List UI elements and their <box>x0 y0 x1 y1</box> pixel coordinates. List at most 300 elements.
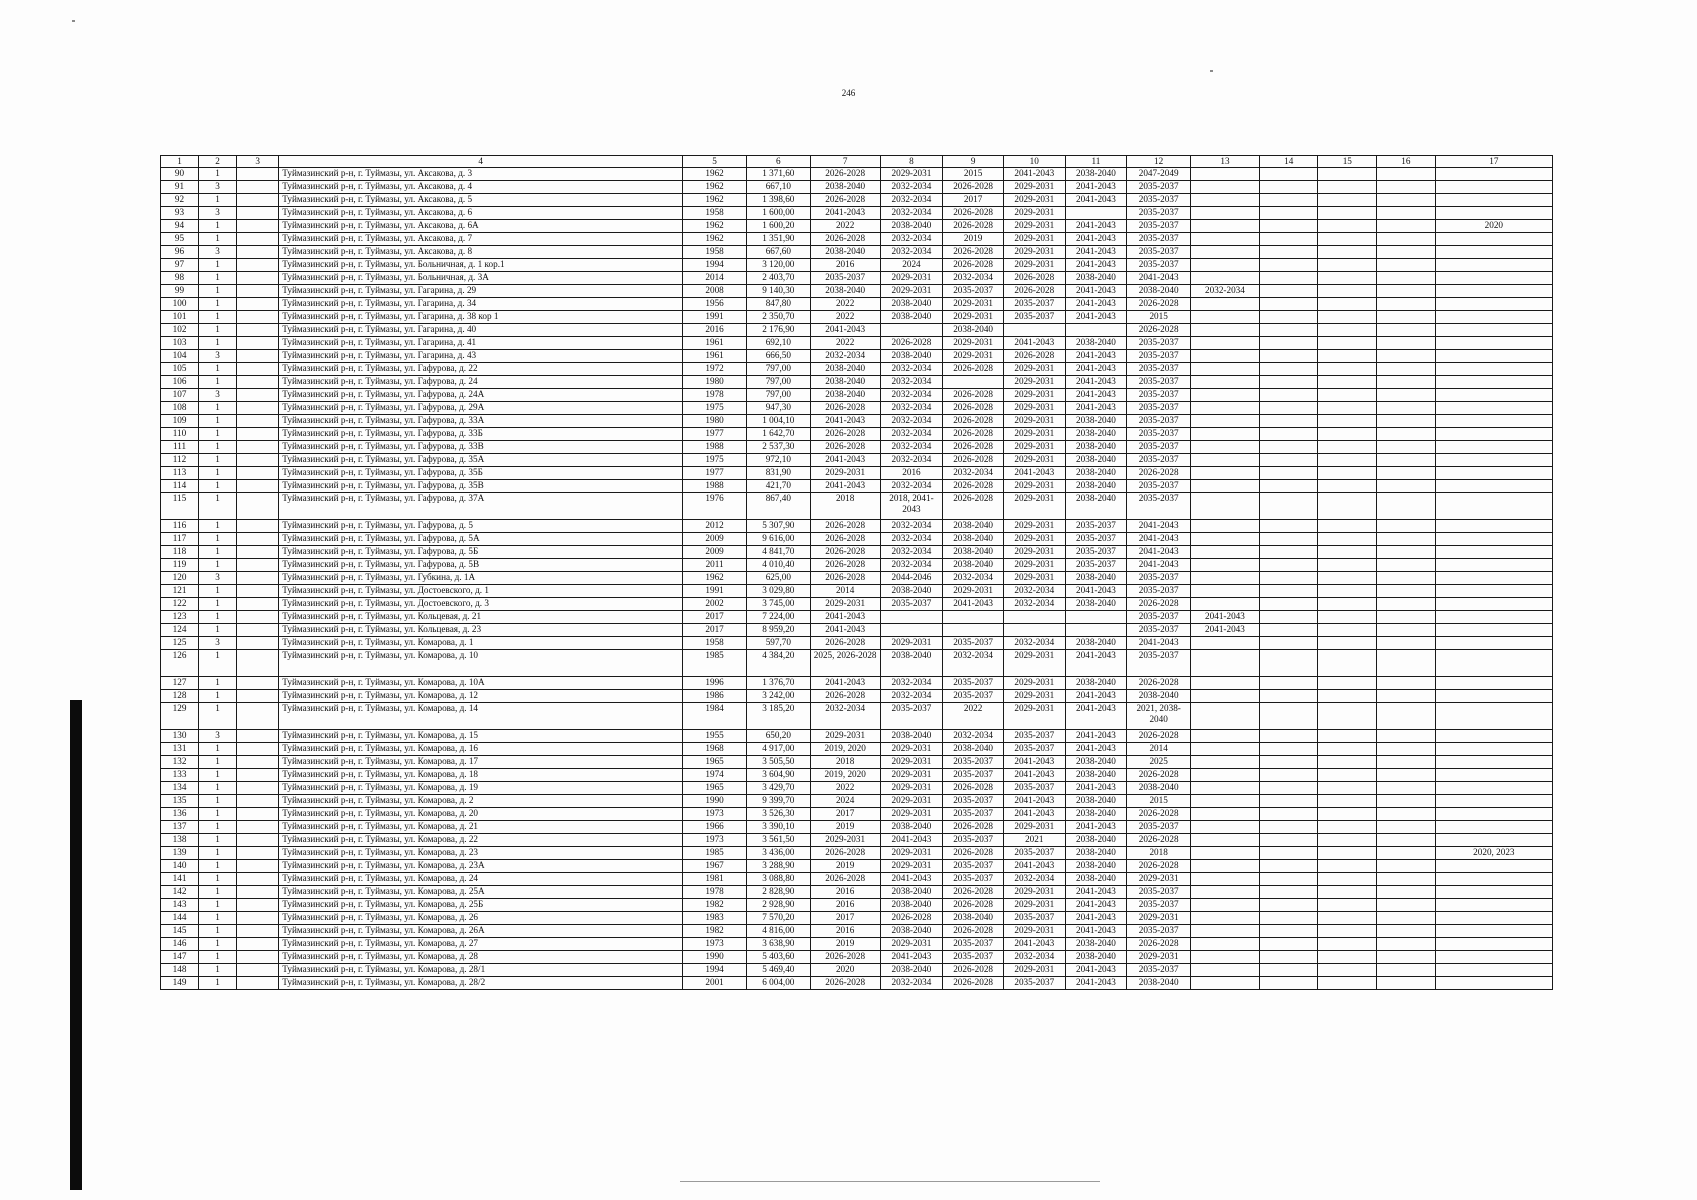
table-cell: 2032-2034 <box>810 703 880 730</box>
table-cell <box>1191 938 1260 951</box>
table-cell: 2041-2043 <box>1065 690 1127 703</box>
table-cell <box>237 441 279 454</box>
table-cell: 1 <box>199 964 237 977</box>
table-cell: 2019, 2020 <box>810 743 880 756</box>
table-cell <box>237 363 279 376</box>
table-cell <box>1191 454 1260 467</box>
table-cell: 9 616,00 <box>746 533 810 546</box>
table-cell: 1 <box>199 624 237 637</box>
table-cell: 1 <box>199 650 237 677</box>
table-cell: 2038-2040 <box>1065 480 1127 493</box>
table-cell: 2 403,70 <box>746 272 810 285</box>
table-cell: 1982 <box>683 899 747 912</box>
table-cell: 2029-2031 <box>880 860 943 873</box>
table-cell <box>1191 703 1260 730</box>
table-cell <box>237 899 279 912</box>
table-cell <box>1259 860 1318 873</box>
table-cell: 1965 <box>683 756 747 769</box>
table-cell: 4 841,70 <box>746 546 810 559</box>
table-cell <box>1435 585 1552 598</box>
table-cell: 2038-2040 <box>880 899 943 912</box>
table-cell: 1975 <box>683 402 747 415</box>
table-cell: 2035-2037 <box>1127 428 1191 441</box>
table-cell: 2029-2031 <box>1003 964 1065 977</box>
table-cell: 2041-2043 <box>1065 311 1127 324</box>
table-cell <box>1318 624 1377 637</box>
table-cell <box>1377 860 1436 873</box>
address-cell: Туймазинский р-н, г. Туймазы, ул. Комарова, д. 26А <box>279 925 683 938</box>
table-cell: 1 <box>199 977 237 990</box>
table-row <box>161 860 1553 873</box>
table-cell: 1983 <box>683 912 747 925</box>
table-cell <box>1377 795 1436 808</box>
table-cell <box>237 808 279 821</box>
table-row <box>161 546 1553 559</box>
table-cell <box>237 977 279 990</box>
address-cell: Туймазинский р-н, г. Туймазы, ул. Гафурова, д. 33Б <box>279 428 683 441</box>
table-cell <box>1435 520 1552 533</box>
table-cell <box>1435 376 1552 389</box>
table-cell: 110 <box>161 428 199 441</box>
table-cell <box>1318 769 1377 782</box>
table-cell: 2026-2028 <box>810 520 880 533</box>
table-cell <box>1191 951 1260 964</box>
table-cell: 2026-2028 <box>1003 272 1065 285</box>
table-cell: 1 <box>199 782 237 795</box>
table-cell: 2029-2031 <box>880 272 943 285</box>
table-cell: 1 004,10 <box>746 415 810 428</box>
address-cell: Туймазинский р-н, г. Туймазы, ул. Комарова, д. 25А <box>279 886 683 899</box>
table-row <box>161 454 1553 467</box>
table-cell <box>1377 977 1436 990</box>
table-cell <box>1435 298 1552 311</box>
table-cell: 103 <box>161 337 199 350</box>
table-cell: 2038-2040 <box>1127 690 1191 703</box>
table-cell: 2026-2028 <box>943 847 1004 860</box>
table-cell <box>1435 769 1552 782</box>
table-cell: 3 <box>199 246 237 259</box>
table-cell <box>1377 533 1436 546</box>
address-cell: Туймазинский р-н, г. Туймазы, ул. Комарова, д. 27 <box>279 938 683 951</box>
table-cell: 130 <box>161 730 199 743</box>
table-cell: 2026-2028 <box>810 951 880 964</box>
column-header: 10 <box>1003 156 1065 168</box>
address-cell: Туймазинский р-н, г. Туймазы, ул. Аксакова, д. 6 <box>279 207 683 220</box>
table-cell: 2017 <box>810 808 880 821</box>
table-cell: 1973 <box>683 938 747 951</box>
table-row <box>161 808 1553 821</box>
table-cell: 1962 <box>683 181 747 194</box>
table-cell: 2035-2037 <box>1127 454 1191 467</box>
table-cell <box>1191 520 1260 533</box>
table-cell: 3 <box>199 207 237 220</box>
table-cell <box>1259 886 1318 899</box>
table-cell: 2029-2031 <box>880 285 943 298</box>
table-cell: 2022 <box>810 782 880 795</box>
table-cell: 2041-2043 <box>1003 467 1065 480</box>
table-row <box>161 415 1553 428</box>
table-cell <box>1003 624 1065 637</box>
table-cell: 2038-2040 <box>880 650 943 677</box>
table-cell: 2038-2040 <box>943 559 1004 572</box>
table-cell: 2041-2043 <box>880 834 943 847</box>
table-cell <box>1259 899 1318 912</box>
table-cell: 1 398,60 <box>746 194 810 207</box>
table-cell: 2032-2034 <box>880 480 943 493</box>
table-cell <box>1318 912 1377 925</box>
table-cell: 2029-2031 <box>880 743 943 756</box>
column-header: 15 <box>1318 156 1377 168</box>
table-cell <box>1377 690 1436 703</box>
table-cell: 2019 <box>943 233 1004 246</box>
table-cell: 121 <box>161 585 199 598</box>
table-cell: 2029-2031 <box>1003 246 1065 259</box>
table-cell: 1 <box>199 233 237 246</box>
table-row <box>161 611 1553 624</box>
table-cell: 92 <box>161 194 199 207</box>
table-row <box>161 572 1553 585</box>
table-cell: 4 917,00 <box>746 743 810 756</box>
table-cell <box>237 951 279 964</box>
table-cell: 2029-2031 <box>1003 572 1065 585</box>
table-cell: 2035-2037 <box>1127 194 1191 207</box>
table-cell: 2035-2037 <box>1127 585 1191 598</box>
table-cell: 2038-2040 <box>1065 795 1127 808</box>
table-cell: 1978 <box>683 389 747 402</box>
table-cell <box>1377 964 1436 977</box>
table-cell: 2041-2043 <box>1127 637 1191 650</box>
table-cell: 2035-2037 <box>1127 480 1191 493</box>
address-cell: Туймазинский р-н, г. Туймазы, ул. Комарова, д. 10 <box>279 650 683 677</box>
table-cell <box>1259 454 1318 467</box>
table-cell: 128 <box>161 690 199 703</box>
address-cell: Туймазинский р-н, г. Туймазы, ул. Комарова, д. 23 <box>279 847 683 860</box>
table-cell: 2035-2037 <box>1127 389 1191 402</box>
table-cell <box>1377 572 1436 585</box>
table-cell <box>1435 899 1552 912</box>
column-header: 7 <box>810 156 880 168</box>
table-cell: 2014 <box>683 272 747 285</box>
table-cell: 1996 <box>683 677 747 690</box>
table-cell: 2035-2037 <box>943 637 1004 650</box>
table-cell <box>1259 168 1318 181</box>
table-cell <box>1377 677 1436 690</box>
table-cell: 2029-2031 <box>1003 480 1065 493</box>
table-cell <box>1259 650 1318 677</box>
table-cell <box>1259 977 1318 990</box>
table-cell <box>1259 834 1318 847</box>
table-cell: 1 <box>199 220 237 233</box>
address-cell: Туймазинский р-н, г. Туймазы, ул. Гагарина, д. 43 <box>279 350 683 363</box>
table-cell: 2029-2031 <box>1003 650 1065 677</box>
table-cell <box>1435 259 1552 272</box>
address-cell: Туймазинский р-н, г. Туймазы, ул. Гафурова, д. 35А <box>279 454 683 467</box>
table-cell: 1 <box>199 951 237 964</box>
table-cell <box>1191 899 1260 912</box>
table-cell: 2035-2037 <box>943 860 1004 873</box>
table-cell: 2032-2034 <box>880 402 943 415</box>
table-cell: 2035-2037 <box>1127 925 1191 938</box>
table-cell: 3 604,90 <box>746 769 810 782</box>
table-cell: 2015 <box>1127 311 1191 324</box>
table-cell <box>1259 246 1318 259</box>
table-cell: 1 <box>199 337 237 350</box>
table-cell <box>1259 572 1318 585</box>
table-cell <box>1191 677 1260 690</box>
table-cell <box>237 402 279 415</box>
table-cell: 2041-2043 <box>1065 899 1127 912</box>
table-cell: 2041-2043 <box>1065 821 1127 834</box>
table-cell: 1 <box>199 847 237 860</box>
table-cell <box>1259 703 1318 730</box>
table-cell: 2015 <box>1127 795 1191 808</box>
table-cell: 2026-2028 <box>880 337 943 350</box>
table-cell <box>1259 585 1318 598</box>
table-cell: 2038-2040 <box>943 324 1004 337</box>
table-cell <box>1377 233 1436 246</box>
table-cell <box>1259 690 1318 703</box>
table-cell <box>1191 873 1260 886</box>
table-cell <box>1191 402 1260 415</box>
table-cell: 1 <box>199 259 237 272</box>
table-cell <box>1191 964 1260 977</box>
table-cell: 2041-2043 <box>1065 220 1127 233</box>
table-cell: 2032-2034 <box>880 559 943 572</box>
table-cell <box>1191 441 1260 454</box>
table-cell <box>1435 964 1552 977</box>
table-cell: 2029-2031 <box>880 168 943 181</box>
table-cell <box>1191 311 1260 324</box>
table-cell <box>1377 546 1436 559</box>
table-cell: 5 469,40 <box>746 964 810 977</box>
table-cell: 1 <box>199 834 237 847</box>
table-cell: 136 <box>161 808 199 821</box>
table-cell: 2038-2040 <box>1127 782 1191 795</box>
table-cell: 148 <box>161 964 199 977</box>
table-cell: 2038-2040 <box>943 546 1004 559</box>
table-cell: 147 <box>161 951 199 964</box>
table-cell <box>1191 860 1260 873</box>
table-cell <box>1377 847 1436 860</box>
table-cell <box>1191 572 1260 585</box>
table-cell: 2038-2040 <box>880 964 943 977</box>
table-cell: 625,00 <box>746 572 810 585</box>
table-row <box>161 585 1553 598</box>
table-cell <box>1191 337 1260 350</box>
table-cell: 2035-2037 <box>1127 207 1191 220</box>
table-cell <box>1318 585 1377 598</box>
table-row <box>161 402 1553 415</box>
table-cell: 2029-2031 <box>943 337 1004 350</box>
table-cell <box>943 611 1004 624</box>
table-cell: 2041-2043 <box>1003 938 1065 951</box>
table-row <box>161 899 1553 912</box>
table-cell <box>1318 533 1377 546</box>
address-cell: Туймазинский р-н, г. Туймазы, ул. Гафурова, д. 33В <box>279 441 683 454</box>
table-cell: 2038-2040 <box>1065 873 1127 886</box>
table-cell <box>1318 376 1377 389</box>
table-cell: 2024 <box>810 795 880 808</box>
table-cell: 114 <box>161 480 199 493</box>
table-cell <box>1377 808 1436 821</box>
table-cell: 2029-2031 <box>943 311 1004 324</box>
table-cell <box>1435 938 1552 951</box>
table-cell <box>1318 756 1377 769</box>
address-cell: Туймазинский р-н, г. Туймазы, ул. Кольцевая, д. 23 <box>279 624 683 637</box>
table-cell <box>1435 233 1552 246</box>
table-cell: 2041-2043 <box>1065 703 1127 730</box>
table-cell: 124 <box>161 624 199 637</box>
table-cell: 3 <box>199 389 237 402</box>
table-cell <box>1191 977 1260 990</box>
table-cell <box>237 611 279 624</box>
table-cell: 2032-2034 <box>1191 285 1260 298</box>
table-cell: 2016 <box>683 324 747 337</box>
table-cell <box>1191 808 1260 821</box>
table-cell: 2029-2031 <box>943 350 1004 363</box>
table-cell: 1967 <box>683 860 747 873</box>
table-cell <box>1191 847 1260 860</box>
table-cell <box>1259 520 1318 533</box>
table-cell <box>1377 441 1436 454</box>
table-cell: 2026-2028 <box>943 259 1004 272</box>
address-cell: Туймазинский р-н, г. Туймазы, ул. Гафурова, д. 5А <box>279 533 683 546</box>
table-cell: 100 <box>161 298 199 311</box>
table-row <box>161 441 1553 454</box>
table-cell: 2032-2034 <box>880 546 943 559</box>
table-cell: 1 600,00 <box>746 207 810 220</box>
table-cell: 1 <box>199 285 237 298</box>
table-cell <box>237 572 279 585</box>
table-cell: 2026-2028 <box>1127 677 1191 690</box>
table-cell: 2026-2028 <box>810 572 880 585</box>
table-cell <box>237 480 279 493</box>
table-cell: 2029-2031 <box>1003 899 1065 912</box>
table-cell <box>1435 246 1552 259</box>
table-cell: 2035-2037 <box>1127 964 1191 977</box>
table-cell: 2041-2043 <box>1127 520 1191 533</box>
table-cell <box>880 324 943 337</box>
table-cell: 692,10 <box>746 337 810 350</box>
table-cell: 2038-2040 <box>880 925 943 938</box>
table-cell: 2038-2040 <box>1065 272 1127 285</box>
table-cell: 2026-2028 <box>943 389 1004 402</box>
table-cell <box>1435 598 1552 611</box>
table-cell: 2041-2043 <box>810 415 880 428</box>
table-cell: 2032-2034 <box>880 233 943 246</box>
table-cell <box>1318 611 1377 624</box>
table-cell <box>1191 493 1260 520</box>
table-cell <box>237 415 279 428</box>
table-cell <box>1318 938 1377 951</box>
table-cell <box>1435 977 1552 990</box>
table-cell <box>237 703 279 730</box>
column-header: 1 <box>161 156 199 168</box>
table-cell <box>1377 650 1436 677</box>
table-cell: 2029-2031 <box>1003 559 1065 572</box>
table-row <box>161 977 1553 990</box>
table-cell: 2011 <box>683 559 747 572</box>
address-cell: Туймазинский р-н, г. Туймазы, ул. Комарова, д. 21 <box>279 821 683 834</box>
table-cell <box>1377 951 1436 964</box>
table-cell: 99 <box>161 285 199 298</box>
table-row <box>161 690 1553 703</box>
address-cell: Туймазинский р-н, г. Туймазы, ул. Гафурова, д. 5В <box>279 559 683 572</box>
table-cell: 2022 <box>810 311 880 324</box>
table-cell <box>1377 743 1436 756</box>
column-header: 13 <box>1191 156 1260 168</box>
table-cell: 2041-2043 <box>1065 285 1127 298</box>
table-row <box>161 428 1553 441</box>
table-cell: 2032-2034 <box>880 690 943 703</box>
table-cell: 1977 <box>683 428 747 441</box>
table-cell: 2038-2040 <box>1065 467 1127 480</box>
table-cell <box>1191 428 1260 441</box>
table-cell: 3 120,00 <box>746 259 810 272</box>
table-cell: 667,60 <box>746 246 810 259</box>
table-cell: 143 <box>161 899 199 912</box>
table-cell: 2026-2028 <box>810 546 880 559</box>
table-cell: 1 <box>199 690 237 703</box>
table-cell: 2035-2037 <box>1003 912 1065 925</box>
address-cell: Туймазинский р-н, г. Туймазы, ул. Аксакова, д. 3 <box>279 168 683 181</box>
table-cell: 2038-2040 <box>1065 938 1127 951</box>
table-cell: 2025 <box>1127 756 1191 769</box>
table-cell <box>1259 598 1318 611</box>
scan-speck <box>72 20 75 22</box>
table-row <box>161 637 1553 650</box>
table-cell: 96 <box>161 246 199 259</box>
table-cell <box>1318 324 1377 337</box>
table-cell: 2026-2028 <box>810 428 880 441</box>
table-cell <box>1377 402 1436 415</box>
table-cell: 1 600,20 <box>746 220 810 233</box>
table-cell <box>1191 220 1260 233</box>
table-cell: 2032-2034 <box>943 650 1004 677</box>
table-cell <box>1259 637 1318 650</box>
table-cell <box>237 585 279 598</box>
table-cell: 127 <box>161 677 199 690</box>
table-cell: 1 <box>199 886 237 899</box>
table-cell: 2029-2031 <box>943 298 1004 311</box>
table-cell <box>1377 703 1436 730</box>
table-cell: 2035-2037 <box>1003 730 1065 743</box>
table-cell: 98 <box>161 272 199 285</box>
table-cell <box>1259 964 1318 977</box>
table-cell: 2035-2037 <box>1127 337 1191 350</box>
table-cell: 2015 <box>943 168 1004 181</box>
table-cell: 1 <box>199 454 237 467</box>
table-cell: 2035-2037 <box>1003 311 1065 324</box>
table-cell: 138 <box>161 834 199 847</box>
table-cell: 2038-2040 <box>810 246 880 259</box>
table-cell: 2035-2037 <box>1127 376 1191 389</box>
table-cell <box>237 873 279 886</box>
table-cell <box>1435 493 1552 520</box>
table-cell: 2002 <box>683 598 747 611</box>
table-cell: 1 <box>199 376 237 389</box>
table-cell: 2041-2043 <box>810 454 880 467</box>
table-cell: 2029-2031 <box>880 808 943 821</box>
address-cell: Туймазинский р-н, г. Туймазы, ул. Аксакова, д. 6А <box>279 220 683 233</box>
table-cell: 2017 <box>683 611 747 624</box>
table-cell: 2035-2037 <box>943 834 1004 847</box>
table-cell <box>237 769 279 782</box>
table-cell <box>237 298 279 311</box>
table-cell: 2035-2037 <box>1127 572 1191 585</box>
table-cell <box>1318 428 1377 441</box>
table-cell <box>1435 808 1552 821</box>
